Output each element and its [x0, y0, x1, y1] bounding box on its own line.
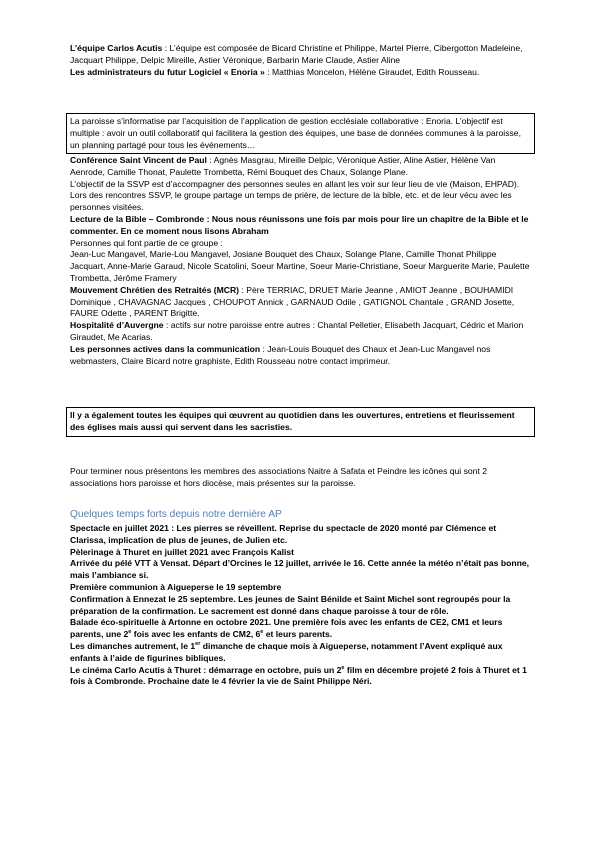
event-balade-text-c: et leurs parents.: [263, 629, 333, 640]
label-mcr: Mouvement Chrétien des Retraités (MCR): [70, 284, 240, 295]
label-bible-reading: Lecture de la Bible – Combronde: [70, 213, 205, 224]
section-heading: Quelques temps forts depuis notre dernière AP: [70, 509, 282, 520]
event-vtt-label: Arrivée du pélé VTT à Vensat.: [70, 558, 191, 569]
event-vtt-text: Départ d’Orcines le 12 juillet, arrivée le 16. Cette année la météo n’était pas bonne, mais l’ambiance si.: [70, 558, 529, 581]
event-balade-sup-1: e: [128, 629, 132, 636]
event-dimanches-sup: er: [195, 641, 201, 648]
paragraph-mcr: [70, 285, 530, 320]
event-dimanches: [70, 641, 530, 665]
event-balade-text-a: à Artonne en octobre 2021. Une première fois avec les enfants de CE2, CM1 et leurs parents, une 2: [70, 617, 503, 640]
label-hospitalite: Hospitalité d’Auvergne: [70, 320, 164, 331]
enoria-info-text: La paroisse s’informatise par l’acquisition de l’application de gestion ecclésiale collaborative : Enoria. L’objectif est multiple : avoir un outil collaboratif qui facilitera la gestion des équipes, une base de données communes à la paroisse, un planning partagé pour tous les événements…: [70, 116, 521, 150]
text-group-members-intro: Personnes qui font partie de ce groupe :: [70, 237, 223, 248]
text-communication: : Jean-Louis Bouquet des Chaux et Jean-Luc Mangavel nos webmasters, Claire Bicard notre graphiste, Edith Rousseau notre contact imprimeur.: [70, 343, 491, 366]
event-communion: [70, 582, 530, 594]
label-enoria-admins: Les administrateurs du futur Logiciel « Enoria »: [70, 66, 265, 77]
paragraph-group-members-intro: [70, 238, 530, 250]
event-communion-text: à Aigueperse le 19 septembre: [157, 581, 282, 592]
paragraph-hospitalite: [70, 320, 530, 344]
event-confirmation-text: le 25 septembre. Les jeunes de Saint Bénilde et Saint Michel sont regroupés pour la préparation de la confirmation. Le sacrement est donné dans chaque paroisse à tour de rôle.: [70, 593, 511, 616]
event-pelerinage-label: Pèlerinage à Thuret: [70, 546, 150, 557]
event-pelerinage: [70, 547, 530, 559]
teams-block-2: [70, 155, 530, 367]
label-carlos-acutis-team: L’équipe Carlos Acutis: [70, 43, 163, 53]
enoria-info-box: [66, 113, 535, 154]
text-enoria-admins: : Matthias Moncelon, Hélène Giraudet, Edith Rousseau.: [264, 66, 480, 77]
event-balade-label: Balade éco-spirituelle: [70, 617, 159, 628]
event-confirmation: [70, 594, 530, 618]
event-spectacle: [70, 523, 530, 547]
text-hospitalite: : actifs sur notre paroisse entre autres : Chantal Pelletier, Elisabeth Jacquart, Cédric et Marion Giraudet, Me Acarias.: [70, 320, 524, 342]
event-dimanches-label: Les dimanches autrement: [70, 640, 177, 651]
event-dimanches-text-b: dimanche de chaque mois à Aigueperse, notamment l’Avent expliqué aux enfants à l’aide de figurines bibliques.: [70, 640, 503, 663]
event-vtt: [70, 558, 530, 582]
paragraph-ssvp: [70, 155, 530, 179]
event-confirmation-label: Confirmation à Ennezat: [70, 593, 166, 604]
event-cinema-text-a: : démarrage en octobre, puis un 2: [201, 664, 342, 675]
text-ssvp-objective: L’objectif de la SSVP est d’accompagner des personnes seules en allant les voir sur leur lieu de vie (Maison, EHPAD). Lors des rencontres SSVP, le groupe partage un temps de prière, de lecture de la bible, etc. et de leur vécu avec les personnes visitées.: [70, 178, 520, 213]
text-mcr: : Père TERRIAC, DRUET Marie Jeanne , AMIOT Jeanne , BOUHAMIDI Dominique , CHAVAGNAC Jacques , CHOUPOT Annick , GARNAUD Odile , GATIGNOL Chantale , GRAND Josette, FAURE Odette , PARENT Brigitte.: [70, 284, 515, 319]
label-ssvp: Conférence Saint Vincent de Paul: [70, 155, 207, 165]
associations-text: Pour terminer nous présentons les membres des associations Naitre à Safata et Peindre les icônes qui sont 2 associations hors paroisse et hors diocèse, mais présentes sur la paroisse.: [70, 466, 488, 488]
event-cinema-label: Le cinéma Carlo Acutis à Thuret: [70, 664, 202, 675]
event-spectacle-label: Spectacle en juillet 2021 :: [70, 523, 175, 533]
event-dimanches-text-a: , le 1: [176, 640, 196, 651]
events-block: [70, 523, 530, 688]
paragraph-enoria-admins: [70, 67, 530, 79]
text-group-members: Jean-Luc Mangavel, Marie-Lou Mangavel, Josiane Bouquet des Chaux, Solange Plane, Camille Thonat Philippe Jacquart, Anne-Marie Garaud, Nicole Scatolini, Soeur Martine, Soeur Marie-Christiane, Soeur Marguerite Marie, Paulette Trombetta, Jérôme Framery: [70, 249, 530, 283]
label-communication: Les personnes actives dans la communication: [70, 343, 261, 354]
text-carlos-acutis-team: : L’équipe est composée de Bicard Christine et Philippe, Martel Pierre, Cibergotton Madeleine, Jacquart Philippe, Delpic Mireille, Astier Véronique, Barbarin Marie Claude, Astier Aline: [70, 43, 523, 65]
paragraph-bible-reading: [70, 214, 530, 238]
paragraph-group-members: [70, 249, 530, 284]
event-spectacle-text: Les pierres se réveillent. Reprise du spectacle de 2020 monté par Clémence et Clarissa, implication de plus de jeunes, de Julien etc.: [70, 523, 497, 545]
associations-block: [70, 466, 530, 490]
volunteer-teams-box: [66, 407, 535, 437]
volunteer-teams-text: Il y a également toutes les équipes qui œuvrent au quotidien dans les ouvertures, entretiens et fleurissement des églises mais aussi qui servent dans les sacristies.: [70, 410, 515, 432]
paragraph-communication: [70, 344, 530, 368]
event-cinema-sup: e: [341, 664, 345, 671]
event-pelerinage-text: en juillet 2021 avec François Kalist: [149, 546, 295, 557]
teams-block-1: [70, 43, 530, 78]
paragraph-ssvp-objective: [70, 179, 530, 214]
event-balade-sup-2: e: [260, 629, 264, 636]
event-balade-text-b: fois avec les enfants de CM2, 6: [131, 629, 261, 640]
text-ssvp: : Agnès Masgrau, Mireille Delpic, Véronique Astier, Aline Astier, Hélène Van Aenrode, Camille Thonat, Paulette Trombetta, Rémi Bouquet des Chaux, Solange Plane.: [70, 155, 496, 177]
event-cinema: [70, 665, 530, 689]
event-communion-label: Première communion: [70, 581, 158, 592]
text-bible-reading: : Nous nous réunissons une fois par mois pour lire un chapitre de la Bible et le commenter. En ce moment nous lisons Abraham: [70, 213, 529, 236]
event-cinema-text-b: film en décembre projeté 2 fois à Thuret et 1 fois à Combronde. Prochaine date le 4 février la vie de Saint Philippe Néri.: [70, 664, 527, 687]
event-balade: [70, 617, 530, 641]
paragraph-carlos-acutis-team: [70, 43, 530, 67]
